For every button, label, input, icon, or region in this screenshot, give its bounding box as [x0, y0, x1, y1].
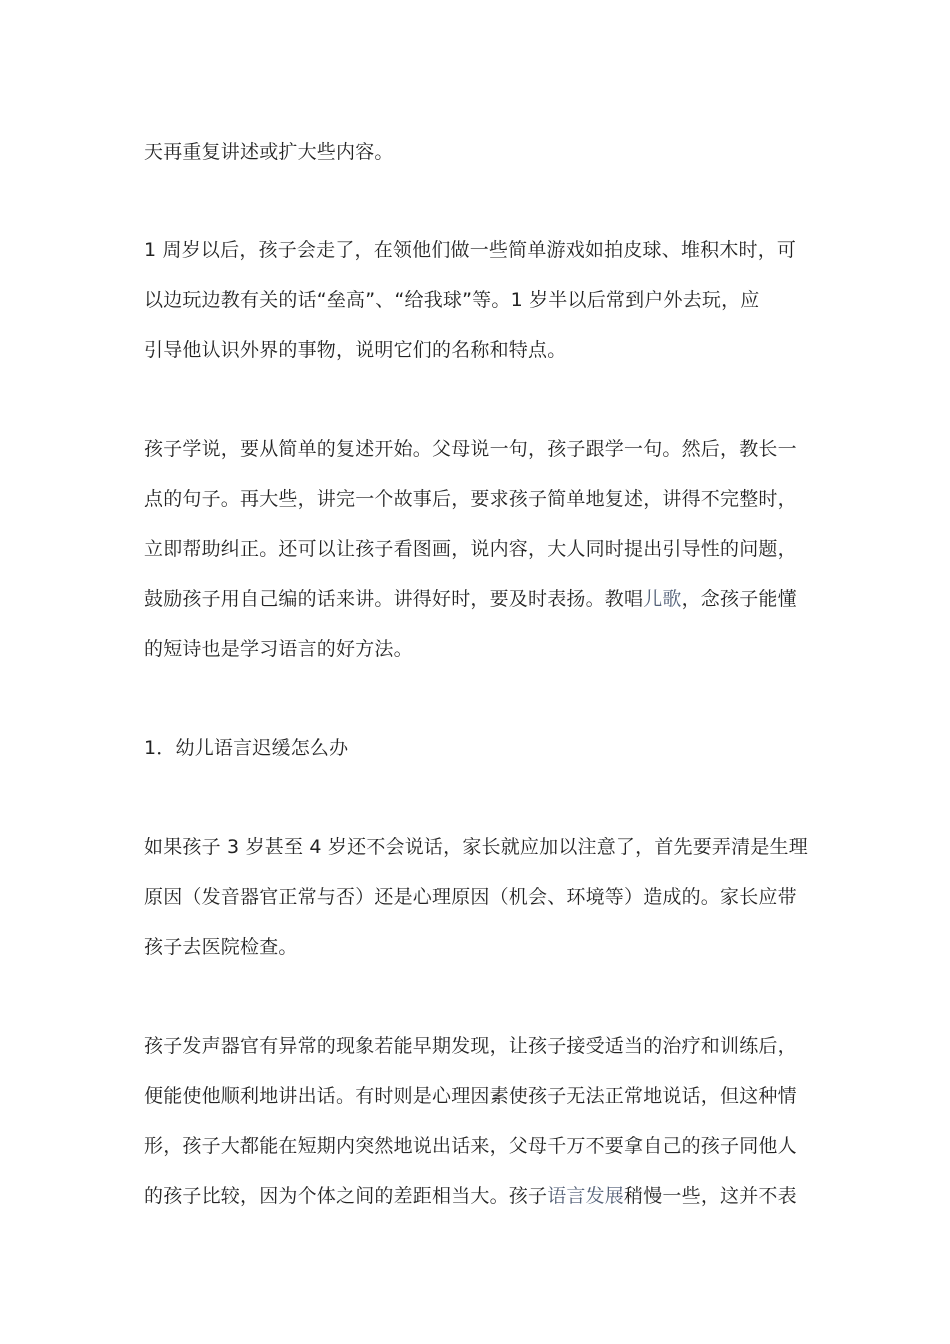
line-text: 的孩子比较，因为个体之间的差距相当大。孩子 — [144, 1185, 548, 1207]
paragraph-line: 孩子发声器官有异常的现象若能早期发现，让孩子接受适当的治疗和训练后， — [144, 1035, 797, 1057]
paragraph-line: 1 周岁以后，孩子会走了，在领他们做一些简单游戏如拍皮球、堆积木时，可 — [144, 239, 797, 261]
paragraph-line: 天再重复讲述或扩大些内容。 — [144, 141, 394, 163]
paragraph-line: 原因（发音器官正常与否）还是心理原因（机会、环境等）造成的。家长应带 — [144, 886, 797, 908]
paragraph-line: 形，孩子大都能在短期内突然地说出话来，父母千万不要拿自己的孩子同他人 — [144, 1135, 797, 1157]
line-text: 鼓励孩子用自己编的话来讲。讲得好时，要及时表扬。教唱 — [144, 588, 644, 610]
paragraph-line: 以边玩边教有关的话“垒高”、“给我球”等。1 岁半以后常到户外去玩，应 — [144, 289, 760, 311]
keyword-link[interactable]: 儿歌 — [643, 588, 682, 610]
paragraph-line: 孩子去医院检查。 — [144, 936, 298, 958]
paragraph-line — [144, 587, 809, 611]
line-text: 稍慢一些，这并不表 — [624, 1185, 797, 1207]
paragraph-line: 点的句子。再大些，讲完一个故事后，要求孩子简单地复述，讲得不完整时， — [144, 488, 797, 510]
paragraph-line: 如果孩子 3 岁甚至 4 岁还不会说话，家长就应加以注意了，首先要弄清是生理 — [144, 836, 808, 858]
keyword-link[interactable]: 语言发展 — [547, 1185, 625, 1207]
paragraph-line: 孩子学说，要从简单的复述开始。父母说一句，孩子跟学一句。然后，教长一 — [144, 438, 797, 460]
paragraph-line: 便能使他顺利地讲出话。有时则是心理因素使孩子无法正常地说话，但这种情 — [144, 1085, 797, 1107]
paragraph-line: 的短诗也是学习语言的好方法。 — [144, 638, 413, 660]
section-heading: 1．幼儿语言迟缓怎么办 — [144, 737, 349, 759]
line-text: ，念孩子能懂 — [681, 588, 797, 610]
paragraph-line — [144, 1184, 809, 1208]
paragraph-line: 引导他认识外界的事物，说明它们的名称和特点。 — [144, 339, 567, 361]
paragraph-line: 立即帮助纠正。还可以让孩子看图画，说内容，大人同时提出引导性的问题， — [144, 538, 797, 560]
